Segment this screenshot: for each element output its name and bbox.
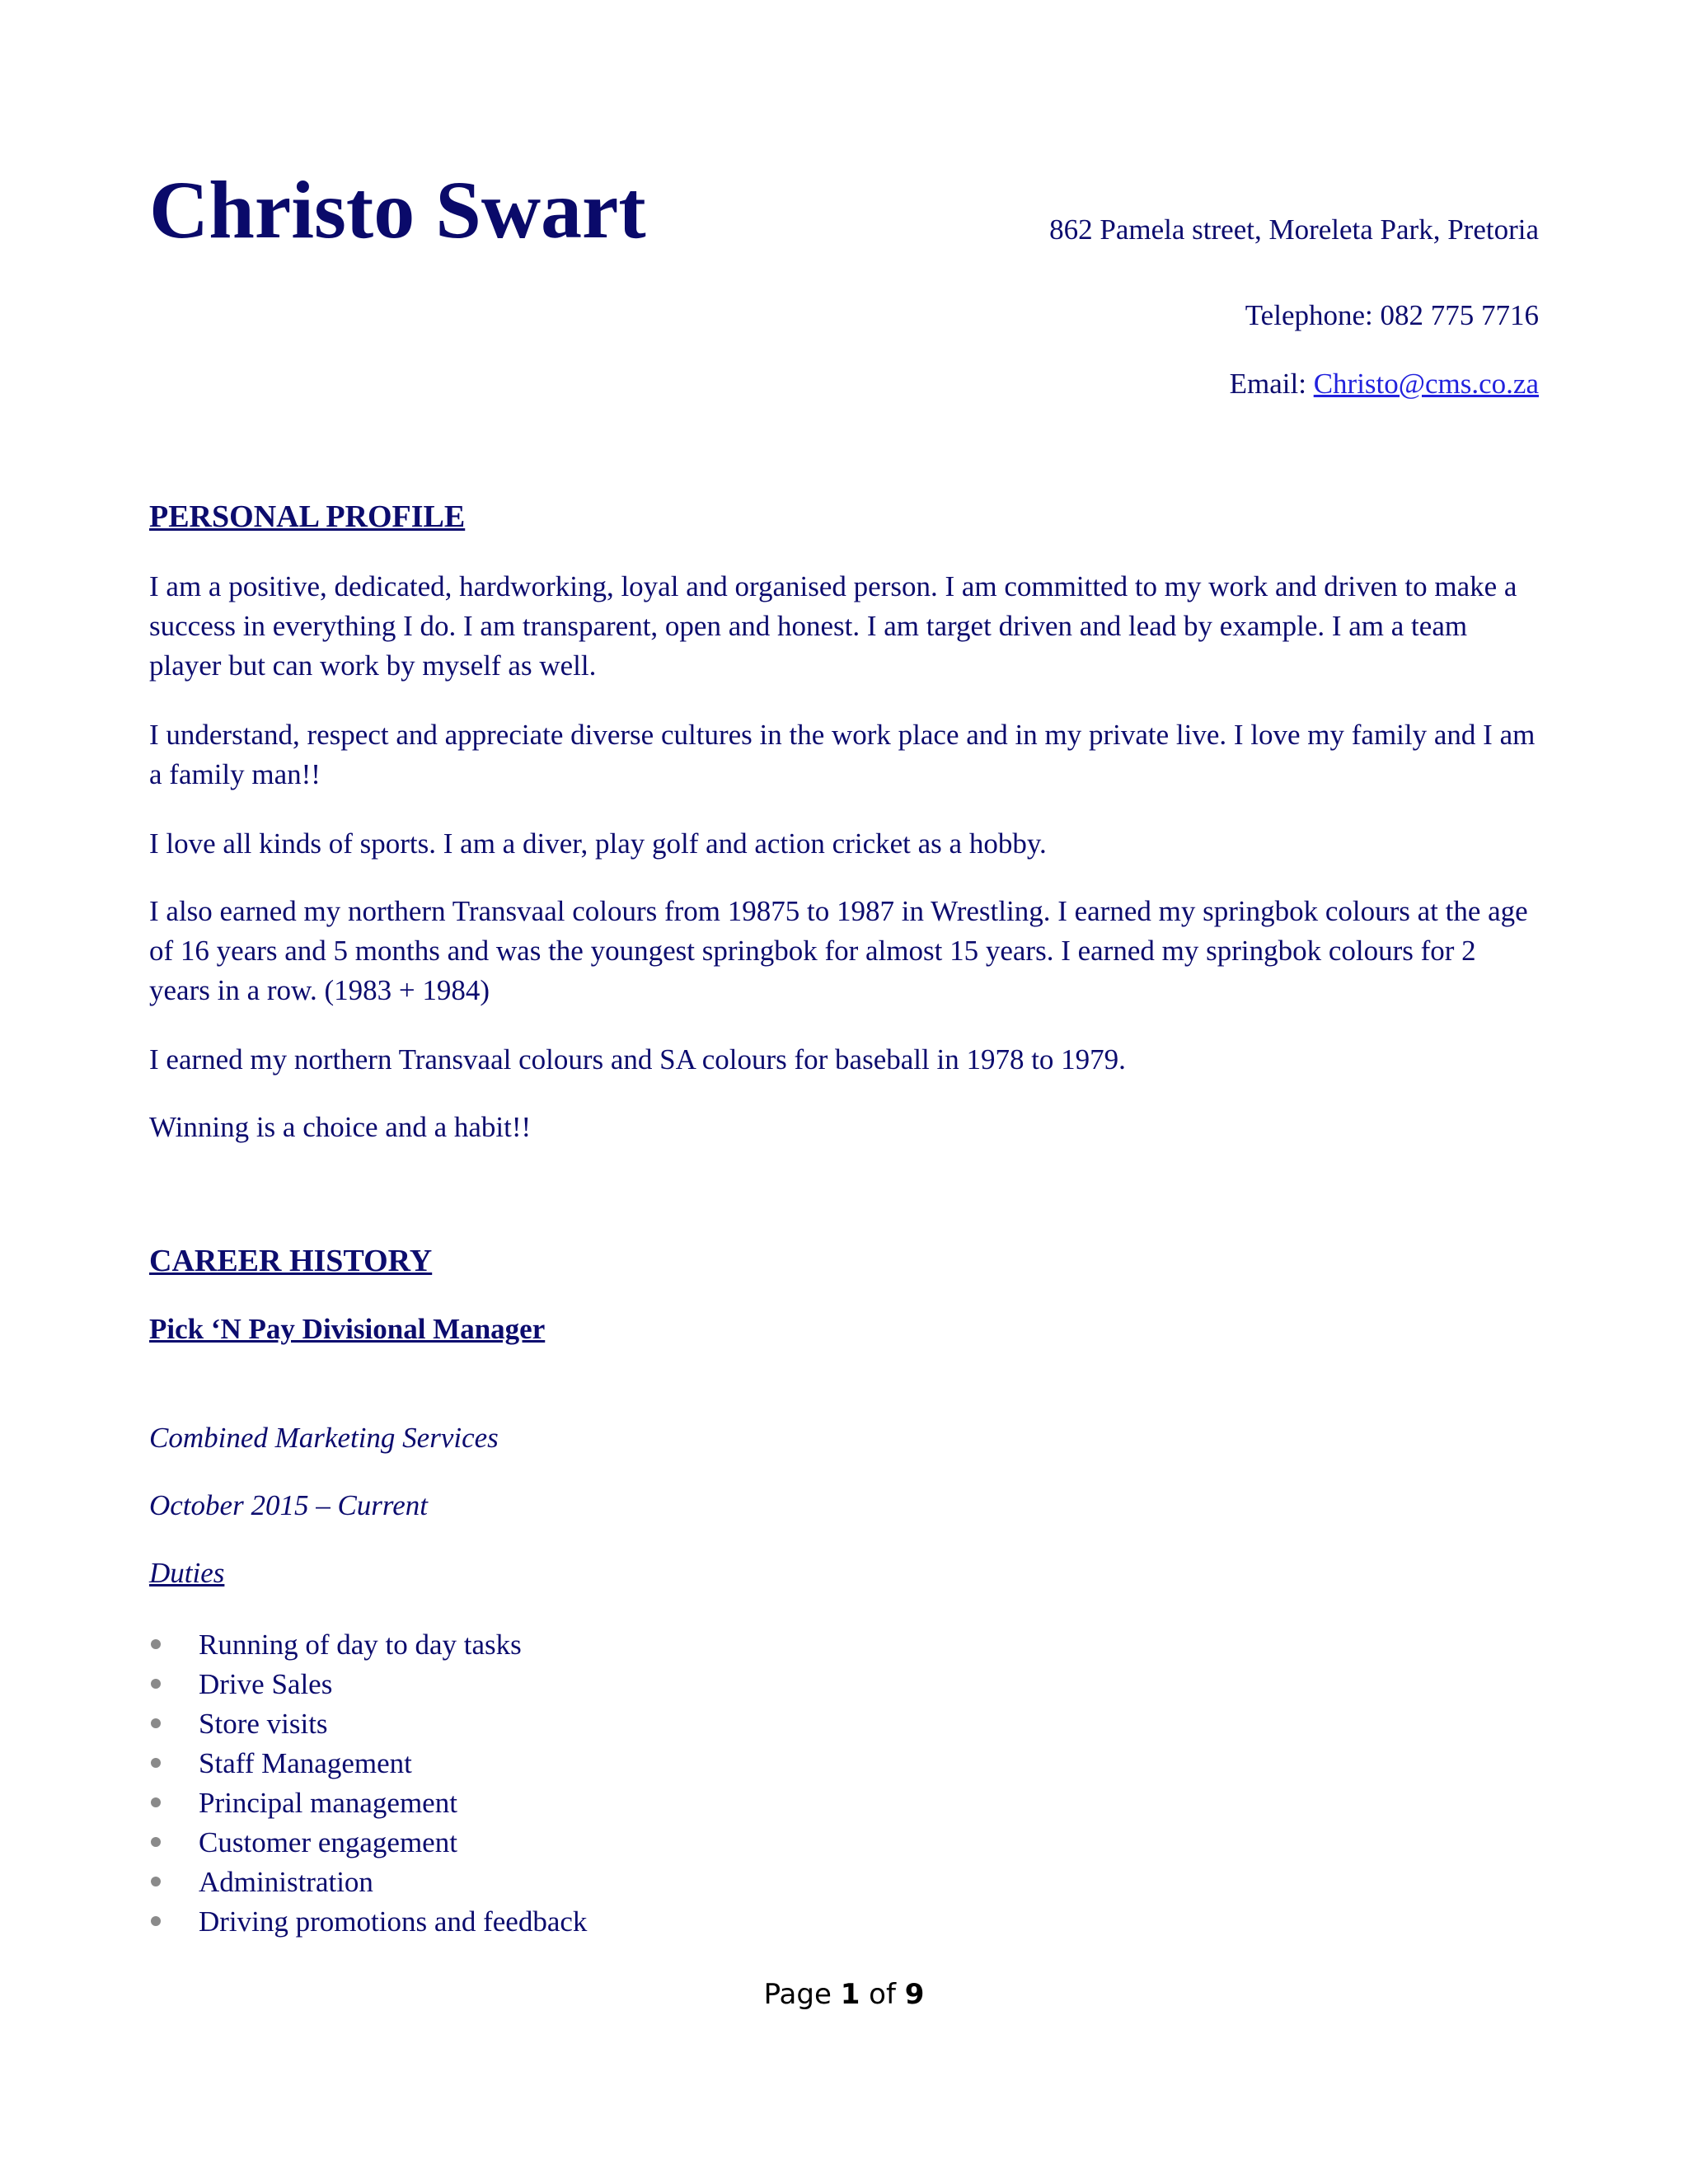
telephone-line: Telephone: 082 775 7716: [1245, 299, 1539, 331]
profile-paragraph: I also earned my northern Transvaal colours from 19875 to 1987 in Wrestling. I earned my springbok colours at the age of 16 years and 5 months and was the youngest springbok for almost 15 years. I earned my springbok colours for 2 years in a row. (1983 + 1984): [149, 895, 1528, 1006]
duty-item: [149, 1704, 587, 1744]
current-page-number: 1: [840, 1978, 860, 2011]
email-link[interactable]: Christo@cms.co.za: [1313, 368, 1539, 400]
duty-item: [149, 1625, 587, 1665]
duty-item: [149, 1823, 587, 1863]
profile-paragraph: I earned my northern Transvaal colours and SA colours for baseball in 1978 to 1979.: [149, 1043, 1126, 1076]
profile-paragraph: I love all kinds of sports. I am a diver, play golf and action cricket as a hobby.: [149, 827, 1047, 860]
duty-item: [149, 1744, 587, 1783]
personal-profile-heading: PERSONAL PROFILE: [149, 499, 466, 534]
career-history-heading: CAREER HISTORY: [149, 1244, 433, 1278]
profile-paragraph: I am a positive, dedicated, hardworking, loyal and organised person. I am committed to my work and driven to make a success in everything I do. I am transparent, open and honest. I am target driven and lead by example. I am a team player but can work by myself as well.: [149, 570, 1517, 682]
duty-text: Staff Management: [199, 1747, 412, 1779]
duty-text: Drive Sales: [199, 1668, 333, 1700]
bullet-icon: [151, 1758, 161, 1768]
duty-item: [149, 1863, 587, 1902]
candidate-name: Christo Swart: [149, 164, 646, 255]
employment-dates: October 2015 – Current: [149, 1489, 428, 1521]
job-title: Pick ‘N Pay Divisional Manager: [149, 1313, 546, 1345]
address-line: 862 Pamela street, Moreleta Park, Pretoria: [1049, 213, 1539, 246]
duty-text: Customer engagement: [199, 1826, 457, 1858]
duty-item: [149, 1665, 587, 1704]
bullet-icon: [151, 1639, 161, 1649]
duty-text: Driving promotions and feedback: [199, 1905, 588, 1938]
email-line: [1230, 367, 1539, 401]
profile-paragraph: I understand, respect and appreciate diverse cultures in the work place and in my private live. I love my family and I am a family man!!: [149, 719, 1536, 790]
bullet-icon: [151, 1916, 161, 1926]
duty-text: Running of day to day tasks: [199, 1629, 522, 1661]
company-name: Combined Marketing Services: [149, 1422, 499, 1454]
duty-text: Administration: [199, 1866, 373, 1898]
bullet-icon: [151, 1837, 161, 1847]
duty-text: Principal management: [199, 1787, 457, 1819]
bullet-icon: [151, 1679, 161, 1689]
duty-item: [149, 1902, 587, 1942]
bullet-icon: [151, 1797, 161, 1807]
duties-label: Duties: [149, 1557, 225, 1589]
duty-text: Store visits: [199, 1708, 328, 1740]
page-footer: [0, 1978, 1688, 2012]
page-word: Page: [763, 1978, 832, 2011]
bullet-icon: [151, 1877, 161, 1886]
duties-list: [149, 1625, 587, 1942]
email-label: Email:: [1229, 368, 1314, 400]
profile-paragraph: Winning is a choice and a habit!!: [149, 1111, 532, 1143]
duty-item: [149, 1783, 587, 1823]
bullet-icon: [151, 1718, 161, 1728]
of-word: of: [869, 1978, 896, 2011]
total-pages-number: 9: [904, 1978, 925, 2011]
